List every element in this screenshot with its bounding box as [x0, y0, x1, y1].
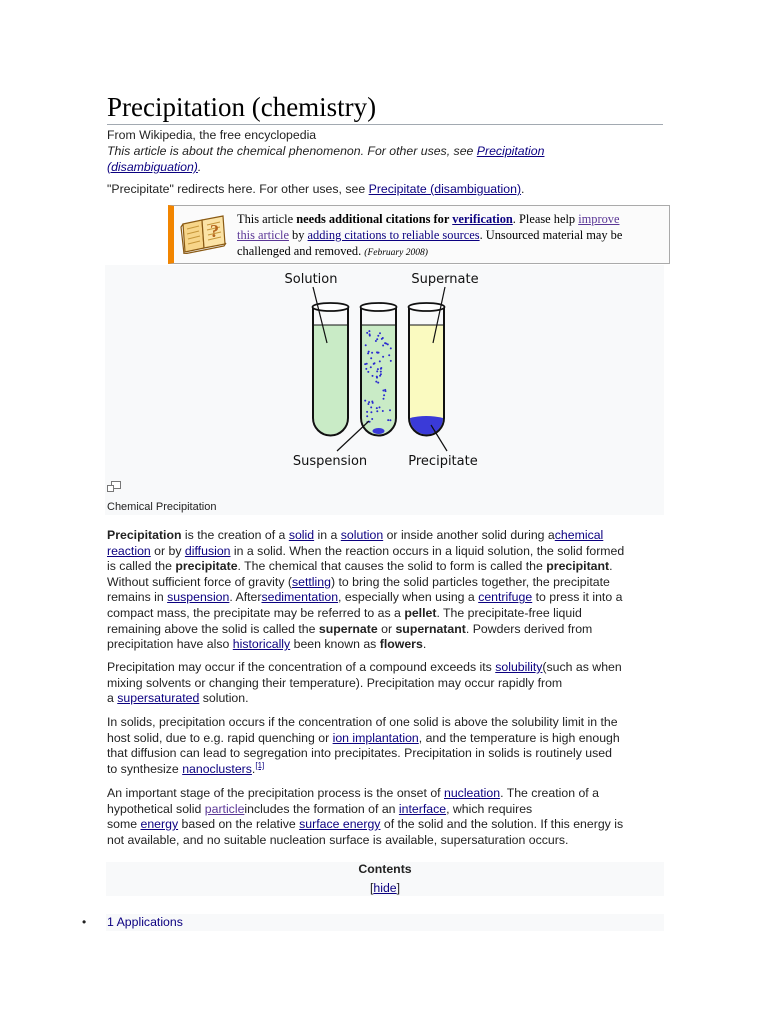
suspension-particle: [385, 343, 387, 345]
solid-link[interactable]: solid: [288, 528, 315, 542]
hatnote-disambiguation-cont: (disambiguation).: [107, 160, 202, 174]
suspension-particle: [382, 345, 384, 347]
suspension-particle: [377, 368, 379, 370]
ion-implantation-link[interactable]: ion implantation: [332, 730, 419, 745]
solubility-link[interactable]: solubility: [495, 660, 543, 674]
suspension-particle: [390, 347, 392, 349]
chemical-reaction-link[interactable]: chemical: [554, 528, 604, 542]
precipitate-disambiguation-link[interactable]: Precipitate (disambiguation): [368, 182, 522, 196]
suspension-particle: [376, 370, 378, 372]
centrifuge-link[interactable]: centrifuge: [478, 590, 533, 605]
surface-energy-link[interactable]: surface energy: [299, 817, 381, 832]
adding-citations-link[interactable]: adding citations to reliable sources: [307, 228, 480, 242]
suspension-particle: [366, 332, 368, 334]
suspension-particle: [370, 366, 372, 368]
suspension-particle: [368, 330, 370, 332]
toc-item-applications[interactable]: 1 Applications: [107, 915, 183, 929]
settling-link[interactable]: settling: [291, 574, 331, 589]
suspension-particle: [364, 400, 366, 402]
toc-hide-link[interactable]: hide: [373, 881, 397, 895]
toc-title: Contents: [358, 862, 412, 876]
particle-link[interactable]: particle: [204, 801, 245, 816]
suspension-particle: [376, 376, 378, 378]
paragraph-definition: Precipitation is the creation of a solid in a solution or inside another solid during achemical reaction or by diffusion in a solid. When the reaction occurs in a liquid solution, the solid formed is called the precipitate. The chemical that causes the solid to form is called the precipitant. Without sufficient force of gravity (settling) to bring the solid particles together, the precipitate remains in suspension. Aftersedimentation, especially when using a centrifuge to press it into a compact mass, the precipitate may be referred to as a pellet. The precipitate-free liquid remaining above the solid is called the supernate or supernatant. Powders derived from precipitation have also historically been known as flowers.: [107, 528, 625, 652]
chemical-reaction-link-cont[interactable]: reaction: [107, 543, 151, 558]
suspension-particle: [377, 335, 379, 337]
suspension-particle: [387, 419, 389, 421]
page-title: Precipitation (chemistry): [107, 90, 663, 125]
suspension-particle: [368, 401, 370, 403]
citation-notice-box: [168, 205, 670, 264]
label-suspension: Suspension: [292, 454, 368, 469]
suspension-particle: [383, 394, 385, 396]
nanoclusters-link[interactable]: nanoclusters: [182, 761, 252, 776]
diffusion-link[interactable]: diffusion: [184, 543, 231, 558]
suspension-particle: [367, 352, 369, 354]
suspension-particle: [377, 382, 379, 384]
suspension-particle: [366, 411, 368, 413]
suspension-particle: [381, 338, 383, 340]
suspension-particle: [365, 344, 367, 346]
suspension-particle: [365, 368, 367, 370]
suspension-particle: [389, 409, 391, 411]
interface-link[interactable]: interface: [398, 801, 447, 816]
suspension-particle: [375, 340, 377, 342]
suspension-particle: [382, 356, 384, 358]
reference-1-link[interactable]: [1]: [255, 760, 265, 770]
suspension-particle: [373, 363, 375, 365]
suspension-particle: [380, 373, 382, 375]
nucleation-link[interactable]: nucleation: [444, 786, 501, 800]
suspension-particle: [376, 407, 378, 409]
suspension-particle: [368, 351, 370, 353]
toc-hide-toggle: [hide]: [369, 881, 401, 895]
toc-bullet: •: [82, 915, 87, 929]
suspension-particle: [376, 338, 378, 340]
suspension-particle: [375, 381, 377, 383]
citation-notice-text: This article needs additional citations for verification. Please help improve this article by adding citations to reliable sources. Unsourced material may be challenged and removed. (February 2008): [237, 212, 623, 258]
suspension-particle: [369, 333, 371, 335]
notice-date: (February 2008): [364, 248, 428, 258]
solution-link[interactable]: solution: [340, 528, 384, 542]
verification-link[interactable]: verification: [452, 212, 513, 226]
improve-article-link[interactable]: improve: [578, 212, 620, 226]
suspension-particle: [370, 406, 372, 408]
label-supernate: Supernate: [411, 272, 479, 287]
suspension-particle: [379, 360, 381, 362]
figure-caption: Chemical Precipitation: [107, 501, 217, 513]
suspension-particle: [389, 419, 391, 421]
tagline: From Wikipedia, the free encyclopedia: [107, 128, 317, 142]
suspension-particle: [380, 367, 382, 369]
suspension-particle: [370, 357, 372, 359]
suspension-particle: [388, 354, 390, 356]
energy-link[interactable]: energy: [140, 817, 179, 832]
book-question-icon: [180, 212, 228, 257]
improve-article-link-cont[interactable]: this article: [237, 228, 289, 242]
suspension-particle: [379, 406, 381, 408]
suspension-particle: [376, 410, 378, 412]
suspension-link[interactable]: suspension: [167, 590, 230, 605]
suspension-particle: [367, 403, 369, 405]
suspension-particle: [366, 363, 368, 365]
suspension-particle: [371, 352, 373, 354]
tube-solution: [313, 303, 349, 436]
suspension-particle: [367, 371, 369, 373]
label-solution: Solution: [284, 272, 338, 287]
hatnote-redirect: "Precipitate" redirects here. For other uses, see Precipitate (disambiguation).: [107, 182, 525, 196]
historically-link[interactable]: historically: [232, 637, 291, 652]
precipitation-disambiguation-link-cont[interactable]: (disambiguation): [107, 160, 198, 174]
suspension-particle: [366, 415, 368, 417]
toc-item-row: [106, 914, 664, 931]
suspension-particle: [390, 360, 392, 362]
suspension-particle: [372, 375, 374, 377]
supersaturated-link[interactable]: supersaturated: [117, 691, 200, 706]
sedimentation-link[interactable]: sedimentation: [261, 590, 339, 605]
suspension-particle: [380, 371, 382, 373]
paragraph-solids: In solids, precipitation occurs if the concentration of one solid is above the solubility limit in the host solid, due to e.g. rapid quenching or ion implantation, and the temperature is high enough that diffusion can lead to segregation into precipitates. Precipitation in solids is routinely used to synthesize nanoclusters.[1]: [107, 715, 620, 776]
precipitation-disambiguation-link[interactable]: Precipitation: [476, 144, 545, 158]
tube-suspension: [361, 303, 397, 436]
chemical-precipitation-figure: [105, 265, 664, 515]
suspension-particle: [370, 411, 372, 413]
hatnote-disambiguation: This article is about the chemical phenomenon. For other uses, see Precipitation: [107, 144, 545, 158]
test-tubes-diagram: [105, 265, 664, 480]
tube-precipitate: [409, 303, 445, 436]
suspension-particle: [377, 352, 379, 354]
table-of-contents: [106, 862, 664, 896]
paragraph-nucleation: An important stage of the precipitation process is the onset of nucleation. The creation of a hypothetical solid particleincludes the formation of an interface, which requires some energy based on the relative surface energy of the solid and the solution. If this energy is not available, and no suitable nucleation surface is available, supersaturation occurs.: [107, 786, 624, 847]
svg-text:?: ?: [210, 221, 219, 241]
suspension-particle: [383, 398, 385, 400]
suspension-particle: [382, 410, 384, 412]
label-precipitate: Precipitate: [408, 454, 478, 469]
suspension-particle: [379, 332, 381, 334]
suspension-particle: [384, 389, 386, 391]
paragraph-solubility: Precipitation may occur if the concentration of a compound exceeds its solubility(such as when mixing solvents or changing their temperature). Precipitation may occur rapidly from a supersaturated solution.: [107, 660, 622, 706]
suspension-particle: [371, 418, 373, 420]
suspension-particle: [371, 401, 373, 403]
suspension-particle: [382, 390, 384, 392]
